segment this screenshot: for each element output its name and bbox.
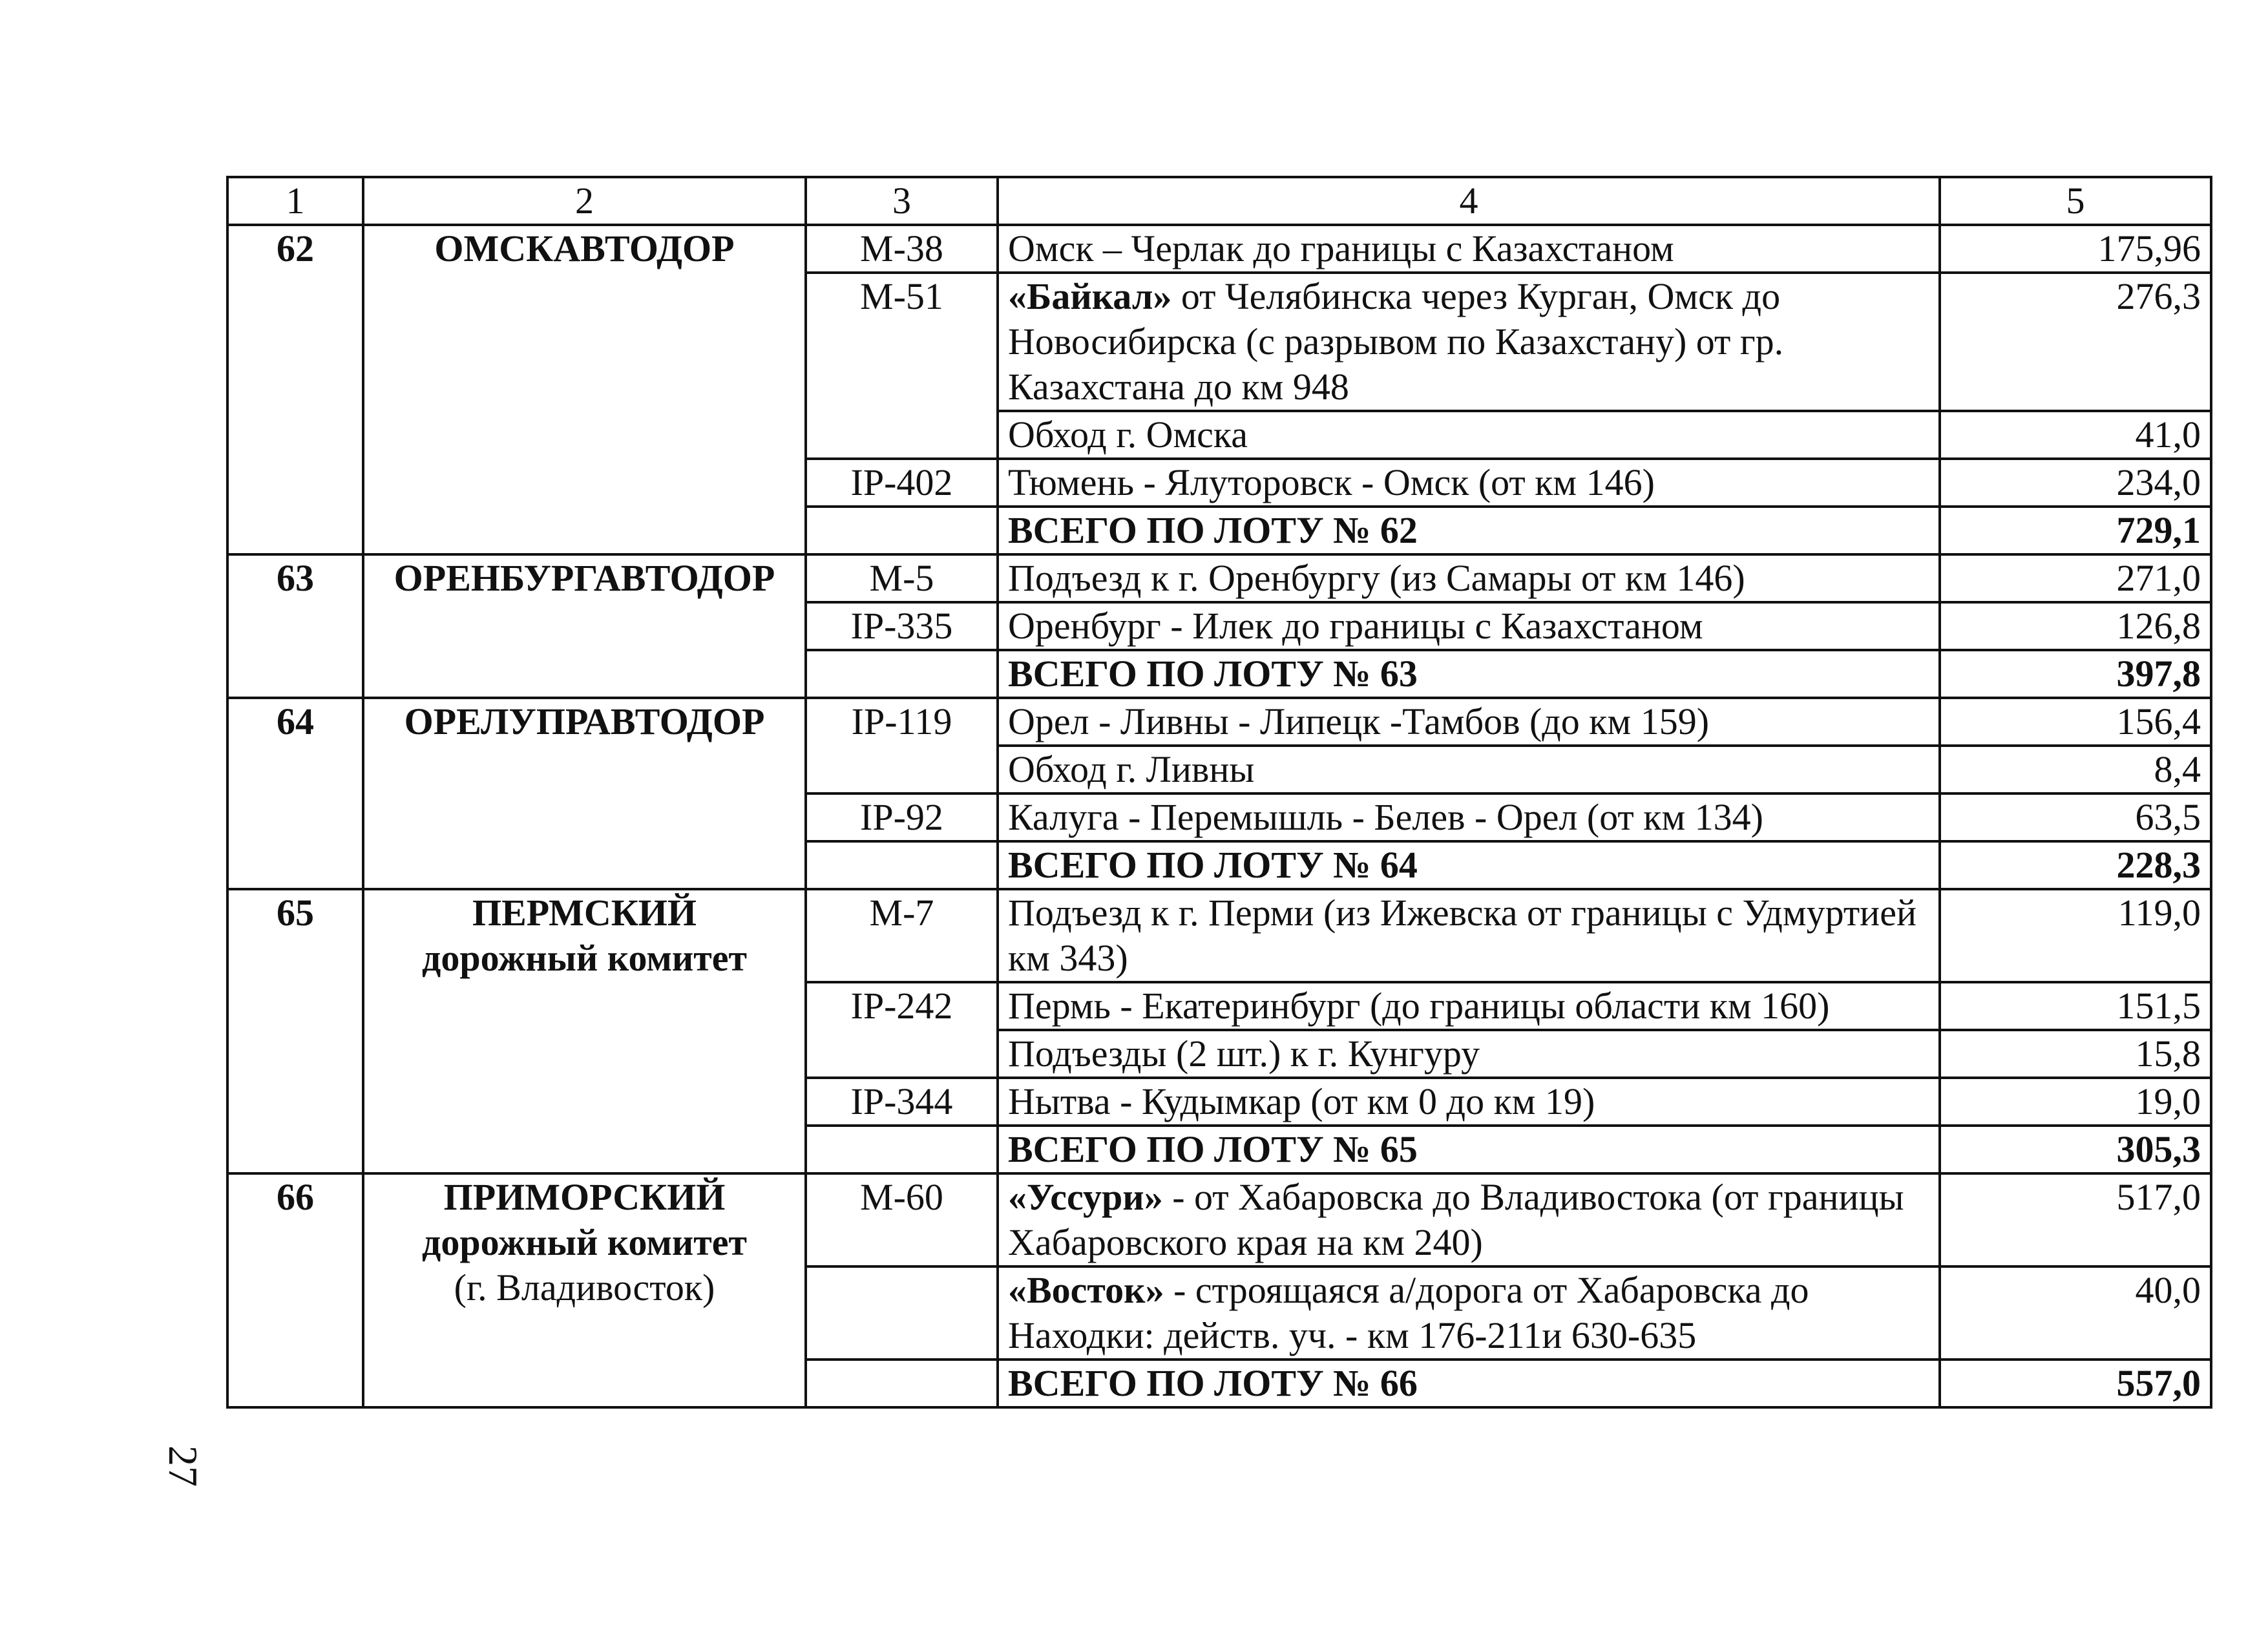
road-code: М-7 (806, 889, 998, 982)
road-code: IР-335 (806, 602, 998, 650)
road-length: 517,0 (1940, 1173, 2211, 1266)
route-text: Орел - Ливны - Липецк -Тамбов (до км 159) (1008, 700, 1710, 742)
table-row (227, 889, 2211, 982)
lot-total-label: ВСЕГО ПО ЛОТУ № 66 (998, 1360, 1940, 1407)
lot-number: 62 (227, 225, 363, 554)
road-length: 126,8 (1940, 602, 2211, 650)
lot-number: 65 (227, 889, 363, 1173)
empty-cell (806, 507, 998, 554)
lot-total-label: ВСЕГО ПО ЛОТУ № 63 (998, 650, 1940, 698)
route-description (998, 982, 1940, 1030)
route-text: от Челябинска через Курган, Омск до Новосибирска (с разрывом по Казахстану) от гр. Казахстана до км 948 (1008, 275, 1784, 408)
table-row (227, 1173, 2211, 1266)
route-text: Обход г. Омска (1008, 414, 1248, 456)
empty-cell (806, 1126, 998, 1173)
organization-name: ОМСКАВТОДОР (434, 227, 735, 269)
route-description (998, 1266, 1940, 1360)
lot-total-value: 305,3 (1940, 1126, 2211, 1173)
route-text: Нытва - Кудымкар (от км 0 до км 19) (1008, 1080, 1595, 1122)
road-length: 119,0 (1940, 889, 2211, 982)
table-row (227, 554, 2211, 602)
road-length: 156,4 (1940, 698, 2211, 746)
lot-total-label: ВСЕГО ПО ЛОТУ № 62 (998, 507, 1940, 554)
organization (363, 889, 806, 1173)
route-name: «Восток» (1008, 1269, 1164, 1311)
route-description (998, 554, 1940, 602)
lot-total-value: 397,8 (1940, 650, 2211, 698)
empty-cell (806, 841, 998, 889)
route-description (998, 273, 1940, 411)
organization-subtitle: дорожный комитет (421, 1221, 748, 1263)
road-length: 271,0 (1940, 554, 2211, 602)
road-length: 63,5 (1940, 793, 2211, 841)
lot-total-value: 729,1 (1940, 507, 2211, 554)
route-description (998, 602, 1940, 650)
route-text: - строящаяся а/дорога от Хабаровска до Находки: действ. уч. - км 176-211и 630-635 (1008, 1269, 1809, 1356)
route-description (998, 1173, 1940, 1266)
road-code: IР-242 (806, 982, 998, 1078)
lot-total-value: 557,0 (1940, 1360, 2211, 1407)
column-header: 3 (806, 177, 998, 225)
road-length: 40,0 (1940, 1266, 2211, 1360)
route-text: Подъезд к г. Оренбургу (из Самары от км 146) (1008, 557, 1745, 599)
route-text: Подъезд к г. Перми (из Ижевска от границы с Удмуртией км 343) (1008, 892, 1916, 979)
route-text: Подъезды (2 шт.) к г. Кунгуру (1008, 1033, 1480, 1075)
column-header: 4 (998, 177, 1940, 225)
table-row (227, 698, 2211, 746)
route-text: Оренбург - Илек до границы с Казахстаном (1008, 605, 1703, 647)
road-length: 276,3 (1940, 273, 2211, 411)
lot-total-value: 228,3 (1940, 841, 2211, 889)
route-text: Тюмень - Ялуторовск - Омск (от км 146) (1008, 461, 1655, 503)
empty-cell (806, 650, 998, 698)
road-code: IР-344 (806, 1078, 998, 1126)
route-text: Калуга - Перемышль - Белев - Орел (от км 134) (1008, 796, 1763, 838)
table-row (227, 225, 2211, 273)
organization-city: (г. Владивосток) (454, 1266, 715, 1308)
lot-number: 66 (227, 1173, 363, 1407)
road-length: 41,0 (1940, 411, 2211, 459)
organization-name: ОРЕНБУРГАВТОДОР (394, 557, 775, 599)
organization-name: ПЕРМСКИЙ (472, 892, 697, 934)
road-length: 151,5 (1940, 982, 2211, 1030)
route-name: «Уссури» (1008, 1176, 1163, 1218)
organization-subtitle: дорожный комитет (421, 937, 748, 979)
lot-total-label: ВСЕГО ПО ЛОТУ № 64 (998, 841, 1940, 889)
organization (363, 1173, 806, 1407)
route-description (998, 889, 1940, 982)
road-length: 19,0 (1940, 1078, 2211, 1126)
route-text: Обход г. Ливны (1008, 748, 1255, 790)
column-header: 2 (363, 177, 806, 225)
route-description (998, 225, 1940, 273)
column-header: 5 (1940, 177, 2211, 225)
route-text: - от Хабаровска до Владивостока (от границы Хабаровского края на км 240) (1008, 1176, 1904, 1263)
route-description (998, 1078, 1940, 1126)
road-length: 234,0 (1940, 459, 2211, 507)
road-code: М-38 (806, 225, 998, 273)
route-description (998, 411, 1940, 459)
organization-name: ОРЕЛУПРАВТОДОР (404, 700, 765, 742)
road-length: 175,96 (1940, 225, 2211, 273)
organization (363, 554, 806, 698)
lot-number: 64 (227, 698, 363, 889)
road-code: IР-92 (806, 793, 998, 841)
road-length: 15,8 (1940, 1030, 2211, 1078)
route-name: «Байкал» (1008, 275, 1172, 317)
lot-total-label: ВСЕГО ПО ЛОТУ № 65 (998, 1126, 1940, 1173)
road-code (806, 1266, 998, 1360)
route-text: Пермь - Екатеринбург (до границы области км 160) (1008, 985, 1830, 1027)
page-number: 27 (160, 1445, 206, 1487)
lot-number: 63 (227, 554, 363, 698)
road-code: М-51 (806, 273, 998, 459)
route-description (998, 746, 1940, 793)
column-header: 1 (227, 177, 363, 225)
route-description (998, 459, 1940, 507)
road-length: 8,4 (1940, 746, 2211, 793)
roads-table (226, 176, 2212, 1409)
road-code: М-60 (806, 1173, 998, 1266)
road-code: М-5 (806, 554, 998, 602)
route-description (998, 1030, 1940, 1078)
route-description (998, 698, 1940, 746)
road-code: IР-402 (806, 459, 998, 507)
header-row (227, 177, 2211, 225)
organization (363, 225, 806, 554)
organization (363, 698, 806, 889)
route-description (998, 793, 1940, 841)
route-text: Омск – Черлак до границы с Казахстаном (1008, 227, 1674, 269)
empty-cell (806, 1360, 998, 1407)
organization-name: ПРИМОРСКИЙ (443, 1176, 726, 1218)
road-code: IР-119 (806, 698, 998, 793)
